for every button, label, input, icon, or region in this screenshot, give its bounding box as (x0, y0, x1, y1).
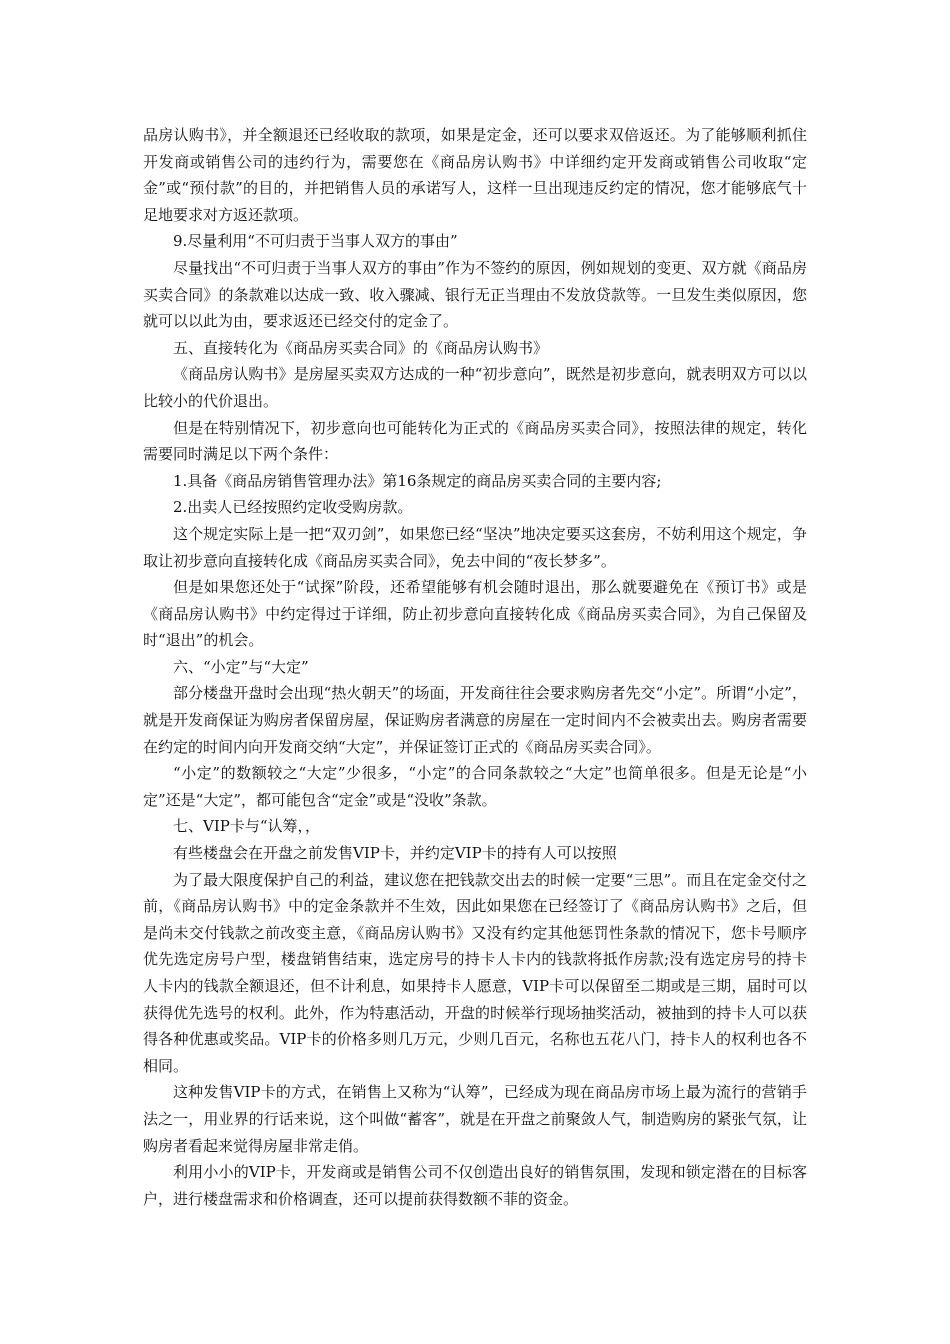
paragraph-17: 这种发售VIP卡的方式，在销售上又称为“认筹”，已经成为现在商品房市场上最为流行的营销手法之一，用业界的行话来说，这个叫做“蓄客”，就是在开盘之前聚敛人气，制造购房的紧张气氛，让购房者看起来觉得房屋非常走俏。 (143, 1083, 807, 1155)
paragraph-18: 利用小小的VIP卡，开发商或是销售公司不仅创造出良好的销售氛围，发现和锁定潜在的目标客户，进行楼盘需求和价格调查，还可以提前获得数额不菲的资金。 (143, 1163, 807, 1208)
paragraph-1: 品房认购书》，并全额退还已经收取的款项，如果是定金，还可以要求双倍返还。为了能够顺利抓住开发商或销售公司的违约行为，需要您在《商品房认购书》中详细约定开发商或销售公司收取“定金”或“预付款”的目的，并把销售人员的承诺写人，这样一旦出现违反约定的情况，您才能够底气十足地要求对方返还款项。 (143, 126, 807, 224)
paragraph-3: 尽量找出“不可归责于当事人双方的事由”作为不签约的原因，例如规划的变更、双方就《商品房买卖合同》的条款难以达成一致、收入骤减、银行无正当理由不发放贷款等。一旦发生类似原因，您就可以以此为由，要求返还已经交付的定金了。 (143, 258, 807, 331)
paragraph-5: 《商品房认购书》是房屋买卖双方达成的一种“初步意向”，既然是初步意向，就表明双方可以以比较小的代价退出。 (143, 365, 807, 410)
paragraph-6: 但是在特别情况下，初步意向也可能转化为正式的《商品房买卖合同》，按照法律的规定，转化需要同时满足以下两个条件： (143, 418, 807, 464)
paragraph-12: 部分楼盘开盘时会出现“热火朝天”的场面，开发商往往会要求购房者先交“小定”。所谓“小定”，就是开发商保证为购房者保留房屋，保证购房者满意的房屋在一定时间内不会被卖出去。购房者需要在约定的时间内向开发商交纳“大定”，并保证签订正式的《商品房买卖合同》。 (143, 684, 807, 756)
paragraph-16: 为了最大限度保护自己的利益，建议您在把钱款交出去的时候一定要“三思”。而且在定金交付之前，《商品房认购书》中的定金条款并不生效，因此如果您在已经签订了《商品房认购书》之后，但是尚未交付钱款之前改变主意，《商品房认购书》又没有约定其他惩罚性条款的情况下，您卡号顺序优先选定房号户型，楼盘销售结束，选定房号的持卡人卡内的钱款将抵作房款;没有选定房号的持卡人卡内的钱款全额退还，但不计利息，如果持卡人愿意，VIP卡可以保留至二期或是三期，届时可以获得优先选号的权利。此外，作为特惠活动，开盘的时候举行现场抽奖活动，被抽到的持卡人可以获得各种优惠或奖品。VIP卡的价格多则几万元，少则几百元，名称也五花八门，持卡人的权利也各不相同。 (143, 870, 807, 1075)
paragraph-9: 这个规定实际上是一把“双刃剑”，如果您已经“坚决”地决定要买这套房，不妨利用这个规定，争取让初步意向直接转化成《商品房买卖合同》，免去中间的“夜长梦多”。 (143, 524, 807, 570)
paragraph-7: 1.具备《商品房销售管理办法》第16条规定的商品房买卖合同的主要内容; (173, 471, 662, 490)
paragraph-2: 9.尽量利用“不可归责于当事人双方的事由” (173, 232, 458, 251)
paragraph-15: 有些楼盘会在开盘之前发售VIP卡，并约定VIP卡的持有人可以按照 (173, 844, 617, 863)
section-heading-6: 六、“小定”与“大定” (173, 657, 309, 676)
document-body (143, 122, 807, 1212)
paragraph-8: 2.出卖人已经按照约定收受购房款。 (173, 498, 413, 517)
section-heading-7: 七、VIP卡与“认筹，， (173, 817, 321, 836)
paragraph-10: 但是如果您还处于“试探”阶段，还希望能够有机会随时退出，那么就要避免在《预订书》或是《商品房认购书》中约定得过于详细，防止初步意向直接转化成《商品房买卖合同》，为自己保留及时“退出”的机会。 (143, 578, 807, 650)
section-heading-5: 五、直接转化为《商品房买卖合同》的《商品房认购书》 (173, 338, 549, 357)
paragraph-13: “小定”的数额较之“大定”少很多，“小定”的合同条款较之“大定”也简单很多。但是无论是“小定”还是“大定”，都可能包含“定金”或是“没收”条款。 (143, 764, 807, 809)
